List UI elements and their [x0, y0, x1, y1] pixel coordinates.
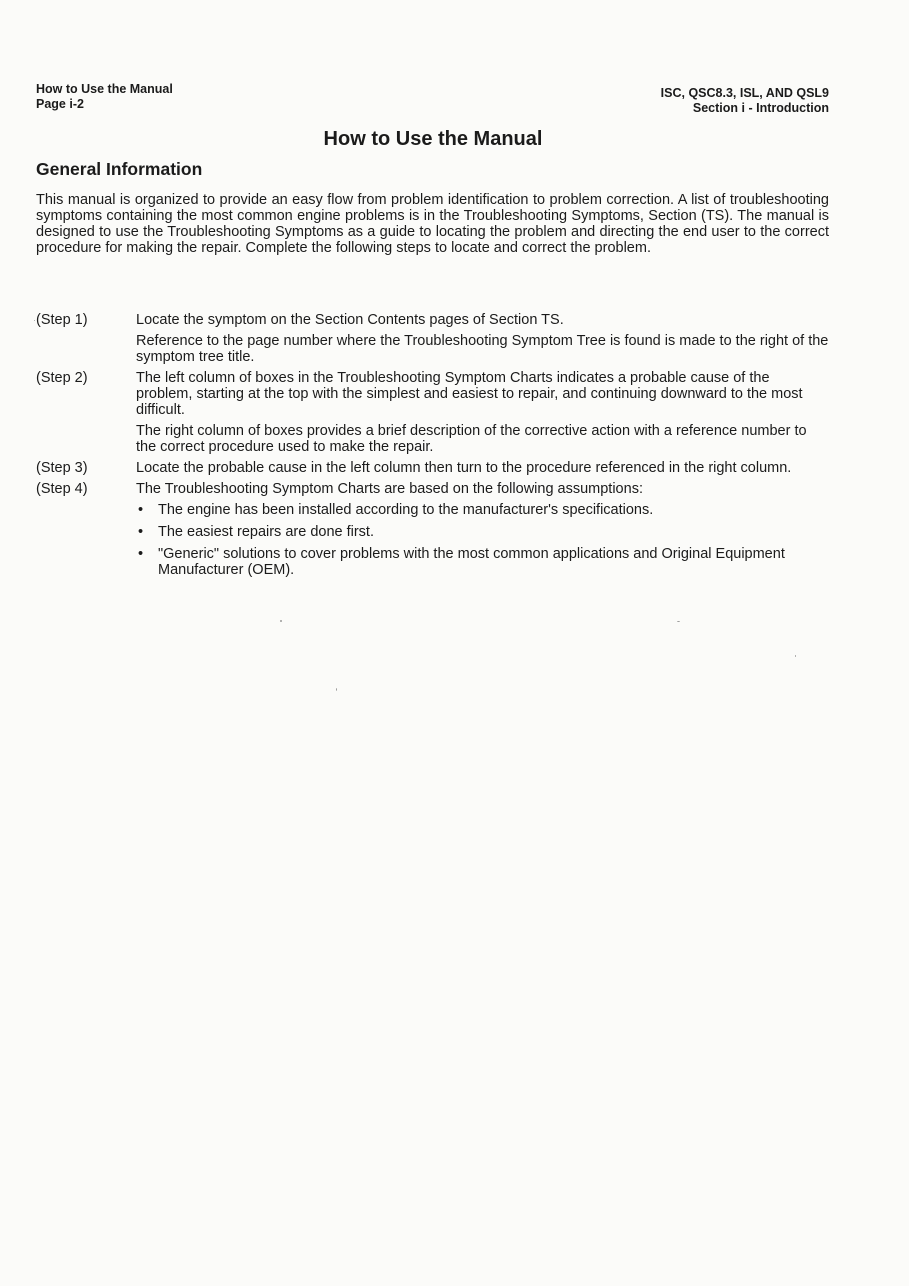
step-body [136, 370, 829, 460]
list-item-text: The easiest repairs are done first. [158, 524, 374, 540]
list-item-text: "Generic" solutions to cover problems with the most common applications and Original Equipment Manufacturer (OEM). [158, 546, 785, 578]
step-paragraph: The right column of boxes provides a brief description of the corrective action with a reference number to the correct procedure used to make the repair. [136, 423, 807, 455]
list-item-text: The engine has been installed according to the manufacturer's specifications. [158, 502, 654, 518]
list-item [136, 524, 829, 540]
scan-speck [280, 620, 282, 622]
header-right [661, 86, 829, 116]
header-page-number: Page i-2 [36, 97, 84, 111]
page-title: How to Use the Manual [323, 128, 543, 150]
step-paragraph: Locate the symptom on the Section Contents pages of Section TS. [136, 312, 564, 328]
step-paragraph: The left column of boxes in the Troubleshooting Symptom Charts indicates a probable cause of the problem, starting at the top with the simplest and easiest to repair, and continuing downward to the most difficult. [136, 370, 803, 418]
step-label: (Step 1) [36, 312, 88, 328]
steps-list [36, 312, 829, 584]
step-label: (Step 4) [36, 481, 88, 497]
step-label: (Step 3) [36, 460, 88, 476]
step-paragraph: Reference to the page number where the Troubleshooting Symptom Tree is found is made to the right of the symptom tree title. [136, 333, 829, 365]
step-body [136, 312, 829, 370]
intro-paragraph: This manual is organized to provide an easy flow from problem identification to problem correction. A list of troubleshooting symptoms containing the most common engine problems is in the Troubleshooting Symptoms, Section (TS). The manual is designed to use the Troubleshooting Symptoms as a guide to locating the problem and directing the end user to the correct procedure for making the repair. Complete the following steps to locate and correct the problem. [36, 192, 829, 256]
scan-speck [677, 621, 680, 622]
header-section-title: Section i - Introduction [692, 101, 829, 115]
bullet-icon: • [138, 524, 144, 540]
list-item [136, 502, 829, 518]
bullet-icon: • [138, 546, 144, 562]
assumptions-list [136, 502, 829, 578]
header-left [36, 82, 173, 112]
step-row-3 [36, 460, 829, 481]
step-label: (Step 2) [36, 370, 88, 386]
scan-speck [795, 655, 796, 657]
scan-speck [336, 688, 337, 691]
step-body [136, 481, 829, 584]
step-body [136, 460, 829, 481]
bullet-icon: • [138, 502, 144, 518]
header-engine-models: ISC, QSC8.3, ISL, AND QSL9 [660, 86, 829, 100]
step-paragraph: Locate the probable cause in the left column then turn to the procedure referenced in the right column. [136, 460, 792, 476]
step-row-4 [36, 481, 829, 584]
list-item [136, 546, 829, 578]
step-paragraph: The Troubleshooting Symptom Charts are based on the following assumptions: [136, 481, 643, 497]
scan-speck [34, 320, 35, 321]
step-row-1 [36, 312, 829, 370]
step-row-2 [36, 370, 829, 460]
header-section-name: How to Use the Manual [36, 82, 173, 96]
section-heading: General Information [36, 159, 203, 179]
